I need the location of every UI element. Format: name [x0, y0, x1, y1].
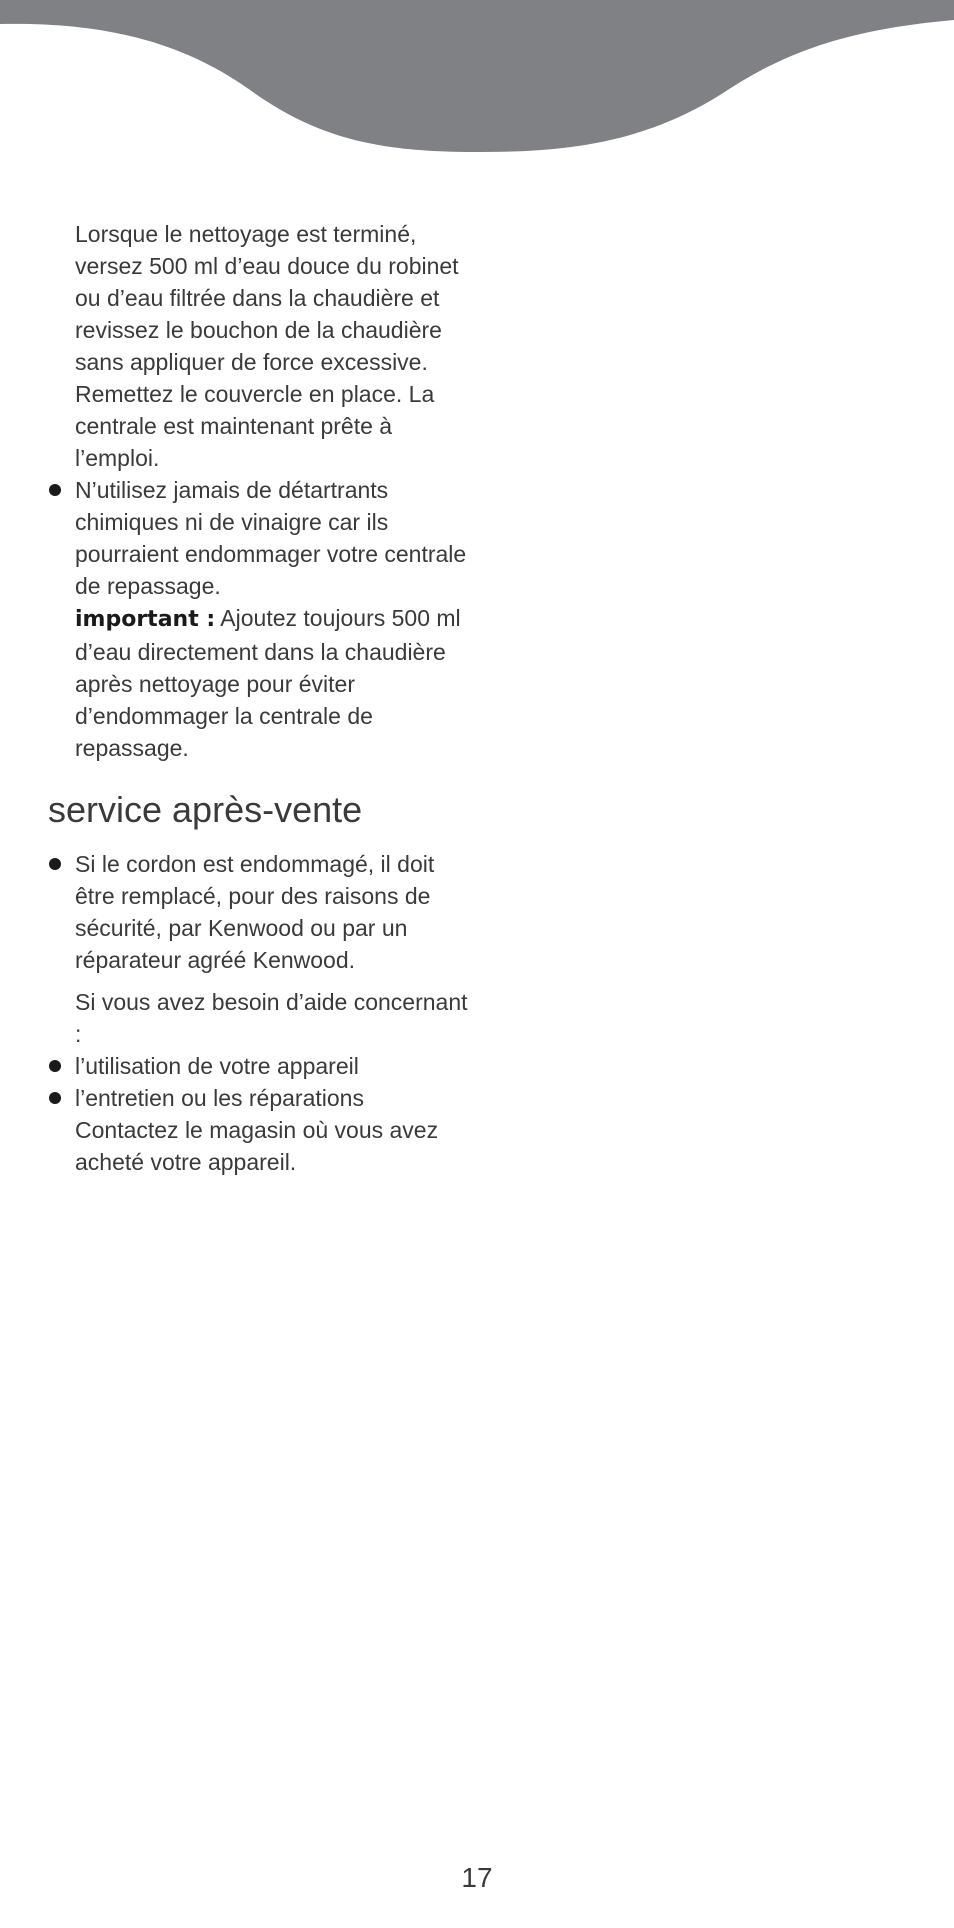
help-intro: Si vous avez besoin d’aide concernant :	[75, 989, 468, 1047]
bullet-descaler-warning	[48, 474, 468, 602]
important-label: important :	[75, 607, 216, 632]
page-number: 17	[461, 1862, 493, 1893]
section-title: service après-vente	[48, 789, 363, 830]
bullet-cord-text: Si le cordon est endommagé, il doit être remplacé, pour des raisons de sécurité, par Kenwood ou par un réparateur agréé Kenwood.	[75, 851, 435, 973]
bullet-cord-damage	[48, 848, 468, 976]
important-text: Ajoutez toujours 500 ml d’eau directement dans la chaudière après nettoyage pour éviter d’endommager la centrale de repassage.	[75, 605, 461, 761]
header-wave-shape	[0, 0, 954, 152]
bullet-use-text: l’utilisation de votre appareil	[75, 1053, 359, 1079]
bullet-dot-icon	[49, 484, 61, 496]
bullet-dot-icon	[49, 858, 61, 870]
bullet-maintenance	[48, 1082, 468, 1114]
bullet-maintenance-text: l’entretien ou les réparations	[75, 1085, 364, 1111]
header-wave-band	[0, 0, 954, 160]
bullet-dot-icon	[49, 1060, 61, 1072]
important-note	[48, 602, 468, 764]
bullet-descaler-text: N’utilisez jamais de détartrants chimiques ni de vinaigre car ils pourraient endommager votre centrale de repassage.	[75, 477, 467, 599]
intro-paragraph: Lorsque le nettoyage est terminé, versez 500 ml d’eau douce du robinet ou d’eau filtrée dans la chaudière et revissez le bouchon de la chaudière sans appliquer de force excessive. Remettez le couvercle en place. La centrale est maintenant prête à l’emploi.	[75, 221, 459, 471]
contact-text: Contactez le magasin où vous avez acheté votre appareil.	[75, 1117, 439, 1175]
bullet-appliance-use	[48, 1050, 468, 1082]
manual-content	[48, 218, 468, 1178]
spacer	[48, 976, 468, 986]
bullet-dot-icon	[49, 1092, 61, 1104]
